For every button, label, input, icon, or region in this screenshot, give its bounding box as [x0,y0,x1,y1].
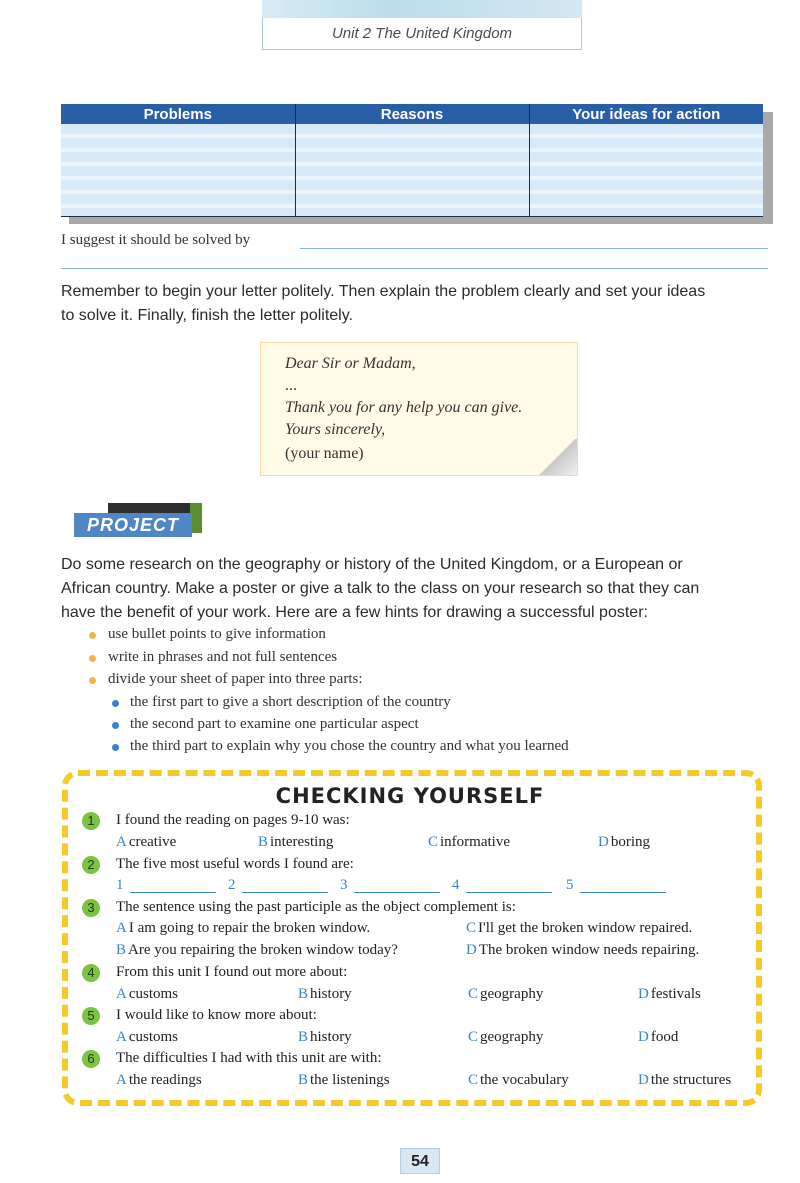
table-cell-reasons[interactable] [295,124,529,216]
table-cell-ideas[interactable] [529,124,763,216]
option-text: I'll get the broken window repaired. [478,920,693,936]
option-letter: D [638,1029,649,1045]
option-c[interactable] [468,1029,543,1046]
question-text: I would like to know more about: [116,1007,317,1023]
option-a[interactable] [116,1029,178,1046]
option-text: informative [440,834,510,850]
question-number: 2 [82,856,100,874]
sub-bullet-icon [112,700,119,707]
unit-title: Unit 2 The United Kingdom [262,18,582,50]
option-d[interactable] [638,1072,731,1089]
suggest-label: I suggest it should be solved by [61,232,251,248]
option-a[interactable] [116,920,370,937]
option-text: interesting [270,834,334,850]
bullet-icon [89,677,96,684]
question-text: The five most useful words I found are: [116,856,354,872]
sub-bullet-icon [112,744,119,751]
question-text: I found the reading on pages 9-10 was: [116,812,350,828]
letter-thanks: Thank you for any help you can give. [285,399,523,416]
option-text: creative [128,834,177,850]
bullet-icon [89,632,96,639]
option-letter: C [466,920,477,936]
letter-ellipsis: ... [285,377,297,394]
option-text: the readings [128,1072,202,1088]
question-number: 1 [82,812,100,830]
option-text: I am going to repair the broken window. [128,920,371,936]
project-intro-line: African country. Make a poster or give a talk to the class on your research so that they can [61,580,700,597]
option-letter: A [116,1072,127,1088]
option-text: the structures [650,1072,732,1088]
option-letter: B [258,834,269,850]
option-letter: A [116,834,127,850]
option-c[interactable] [428,834,510,851]
blank-line[interactable] [466,892,552,893]
option-d[interactable] [598,834,650,851]
page-number: 54 [400,1148,440,1174]
table-header-ideas: Your ideas for action [529,104,763,124]
sub-hint-item: the third part to explain why you chose the country and what you learned [130,738,569,754]
option-text: festivals [650,986,701,1002]
option-d[interactable] [638,986,701,1003]
option-text: boring [610,834,651,850]
option-c[interactable] [466,920,692,937]
table-header-reasons: Reasons [295,104,529,124]
option-text: customs [128,1029,179,1045]
option-text: The broken window needs repairing. [478,942,700,958]
option-text: history [310,1029,352,1045]
blank-line[interactable] [354,892,440,893]
option-b[interactable] [116,942,398,959]
question-number: 4 [82,964,100,982]
option-text: Are you repairing the broken window today? [128,942,398,958]
question-text: The sentence using the past participle as the object complement is: [116,899,516,915]
option-letter: A [116,920,127,936]
option-letter: C [468,1029,479,1045]
option-text: customs [128,986,179,1002]
option-letter: A [116,1029,127,1045]
project-intro-line: Do some research on the geography or history of the United Kingdom, or a European or [61,556,683,573]
option-letter: A [116,986,127,1002]
page-fold-icon [539,439,577,475]
option-b[interactable] [298,1029,352,1046]
question-text: The difficulties I had with this unit are with: [116,1050,382,1066]
option-letter: D [638,986,649,1002]
blank-number: 4 [452,877,460,893]
letter-closing: Yours sincerely, [285,421,386,438]
option-a[interactable] [116,834,176,851]
option-letter: B [298,1029,309,1045]
letter-name: (your name) [285,445,364,462]
option-letter: C [428,834,439,850]
option-b[interactable] [298,986,352,1003]
option-letter: B [298,1072,309,1088]
table-cell-problems[interactable] [61,124,295,216]
option-letter: B [116,942,127,958]
blank-number: 5 [566,877,574,893]
option-c[interactable] [468,1072,569,1089]
question-text: From this unit I found out more about: [116,964,348,980]
option-b[interactable] [258,834,333,851]
option-text: the vocabulary [480,1072,569,1088]
blank-number: 2 [228,877,236,893]
option-text: geography [480,986,544,1002]
option-a[interactable] [116,1072,202,1089]
hint-item: use bullet points to give information [108,626,326,642]
sub-bullet-icon [112,722,119,729]
sub-hint-item: the first part to give a short description of the country [130,694,451,710]
sub-hint-item: the second part to examine one particular aspect [130,716,419,732]
option-a[interactable] [116,986,178,1003]
blank-line[interactable] [242,892,328,893]
header-banner [262,0,582,18]
option-letter: D [638,1072,649,1088]
suggest-answer-line-2[interactable] [61,268,768,269]
blank-line[interactable] [580,892,666,893]
letter-instructions [61,280,773,328]
project-intro [61,553,773,625]
blank-line[interactable] [130,892,216,893]
option-letter: C [468,1072,479,1088]
option-letter: C [468,986,479,1002]
option-d[interactable] [638,1029,678,1046]
question-number: 3 [82,899,100,917]
project-intro-line: have the benefit of your work. Here are a few hints for drawing a successful poster: [61,604,648,621]
question-number: 6 [82,1050,100,1068]
option-d[interactable] [466,942,699,959]
option-letter: D [466,942,477,958]
option-text: food [650,1029,679,1045]
table-header-problems: Problems [61,104,295,124]
instruction-line: to solve it. Finally, finish the letter politely. [61,307,353,324]
letter-greeting: Dear Sir or Madam, [285,355,416,372]
suggest-answer-line[interactable] [300,248,768,249]
blank-number: 3 [340,877,348,893]
option-b[interactable] [298,1072,390,1089]
hint-item: write in phrases and not full sentences [108,649,338,665]
checking-title: CHECKING YOURSELF [275,784,545,808]
option-c[interactable] [468,986,543,1003]
instruction-line: Remember to begin your letter politely. Then explain the problem clearly and set your ideas [61,283,706,300]
bullet-icon [89,655,96,662]
option-text: history [310,986,352,1002]
hint-item: divide your sheet of paper into three parts: [108,671,363,687]
problems-table [61,104,763,217]
option-letter: D [598,834,609,850]
option-letter: B [298,986,309,1002]
option-text: the listenings [310,1072,390,1088]
question-number: 5 [82,1007,100,1025]
option-text: geography [480,1029,544,1045]
project-badge: PROJECT [74,513,192,537]
letter-template [260,342,578,476]
blank-number: 1 [116,877,124,893]
